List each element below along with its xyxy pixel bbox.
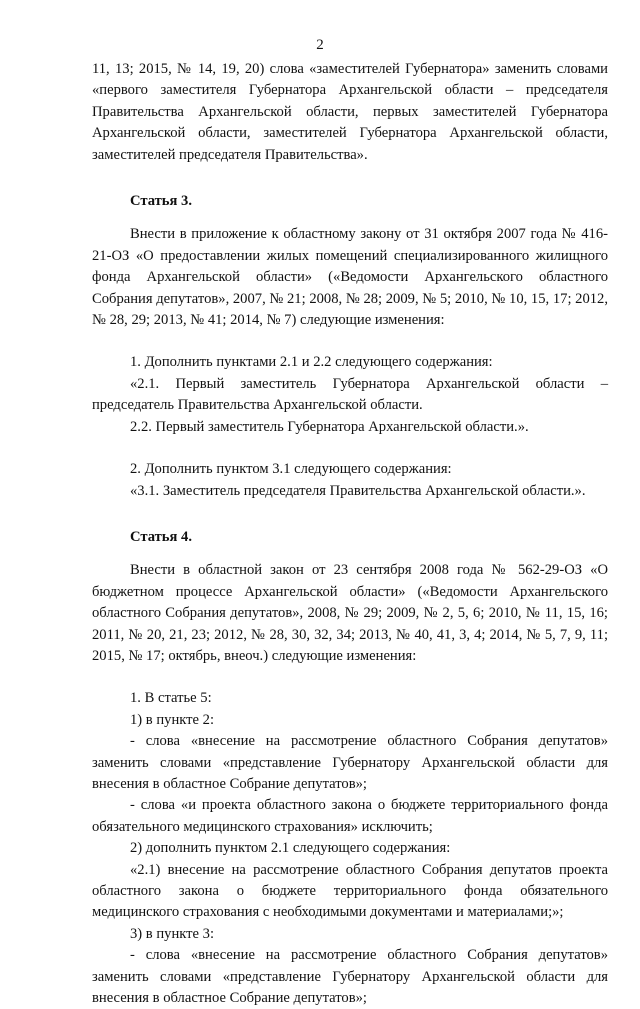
paragraph: 1) в пункте 2: — [130, 711, 215, 728]
paragraph: - слова «внесение на рассмотрение областного Собрания депутатов» заменить словами «представление Губернатору Архангельской области для внесения в областное Собрание депутатов»; — [92, 733, 608, 792]
paragraph: «3.1. Заместитель председателя Правительства Архангельской области.». — [130, 482, 586, 499]
paragraph: 1. В статье 5: — [130, 690, 212, 707]
paragraph: 1. Дополнить пунктами 2.1 и 2.2 следующего содержания: — [130, 354, 493, 371]
paragraph: 2. Дополнить пунктом 3.1 следующего содержания: — [130, 461, 452, 478]
paragraph: Внести в приложение к областному закону от 31 октября 2007 года № 416-21-ОЗ «О предоставлении жилых помещений специализированного жилищного фонда Архангельской области» («Ведомости Архангельского областного Собрания депутатов», 2007, № 21; 2008, № 28; 2009, № 5; 2010, № 10, 15, 17; 2012, № 28, 29; 2013, № 41; 2014, № 7) следующие изменения: — [92, 226, 608, 329]
paragraph: 11, 13; 2015, № 14, 19, 20) слова «заместителей Губернатора» заменить словами «первого заместителя Губернатора Архангельской области – председателя Правительства Архангельской области, первых заместителей Губернатора Архангельской области, заместителей Губернатора Архангельской области, заместителей председателя Правительства». — [92, 61, 608, 163]
paragraph: «2.1) внесение на рассмотрение областного Собрания депутатов проекта областного закона о бюджете территориального фонда обязательного медицинского страхования с необходимыми документами и материалами;»; — [92, 861, 608, 921]
paragraph: 3) в пункте 3: — [130, 925, 215, 942]
paragraph: Внести в областной закон от 23 сентября 2008 года № 562-29-ОЗ «О бюджетном процессе Архангельской области» («Ведомости Архангельского областного Собрания депутатов», 2008, № 29; 2009, № 2, 5, 6; 2010, № 11, 15, 16; 2011, № 20, 21, 23; 2012, № 28, 30, 32, 34; 2013, № 40, 41, 3, 4; 2014, № 5, 7, 9, 11; 2015, № 17; октябрь, внеоч.) следующие изменения: — [92, 562, 608, 664]
paragraph: 2.2. Первый заместитель Губернатора Архангельской области.». — [130, 418, 529, 435]
paragraph: - слова «внесение на рассмотрение областного Собрания депутатов» заменить словами «представление Губернатору Архангельской области для внесения в областное Собрание депутатов»; — [92, 947, 608, 1007]
paragraph: «2.1. Первый заместитель Губернатора Архангельской области – председатель Правительства Архангельской области. — [92, 375, 608, 414]
article-3-heading: Статья 3. — [130, 193, 192, 210]
article-4-heading: Статья 4. — [130, 528, 192, 545]
page-number: 2 — [316, 37, 324, 53]
paragraph: - слова «и проекта областного закона о бюджете территориального фонда обязательного медицинского страхования» исключить; — [92, 797, 608, 835]
document-body — [92, 59, 608, 1009]
paragraph: 2) дополнить пунктом 2.1 следующего содержания: — [130, 840, 451, 857]
